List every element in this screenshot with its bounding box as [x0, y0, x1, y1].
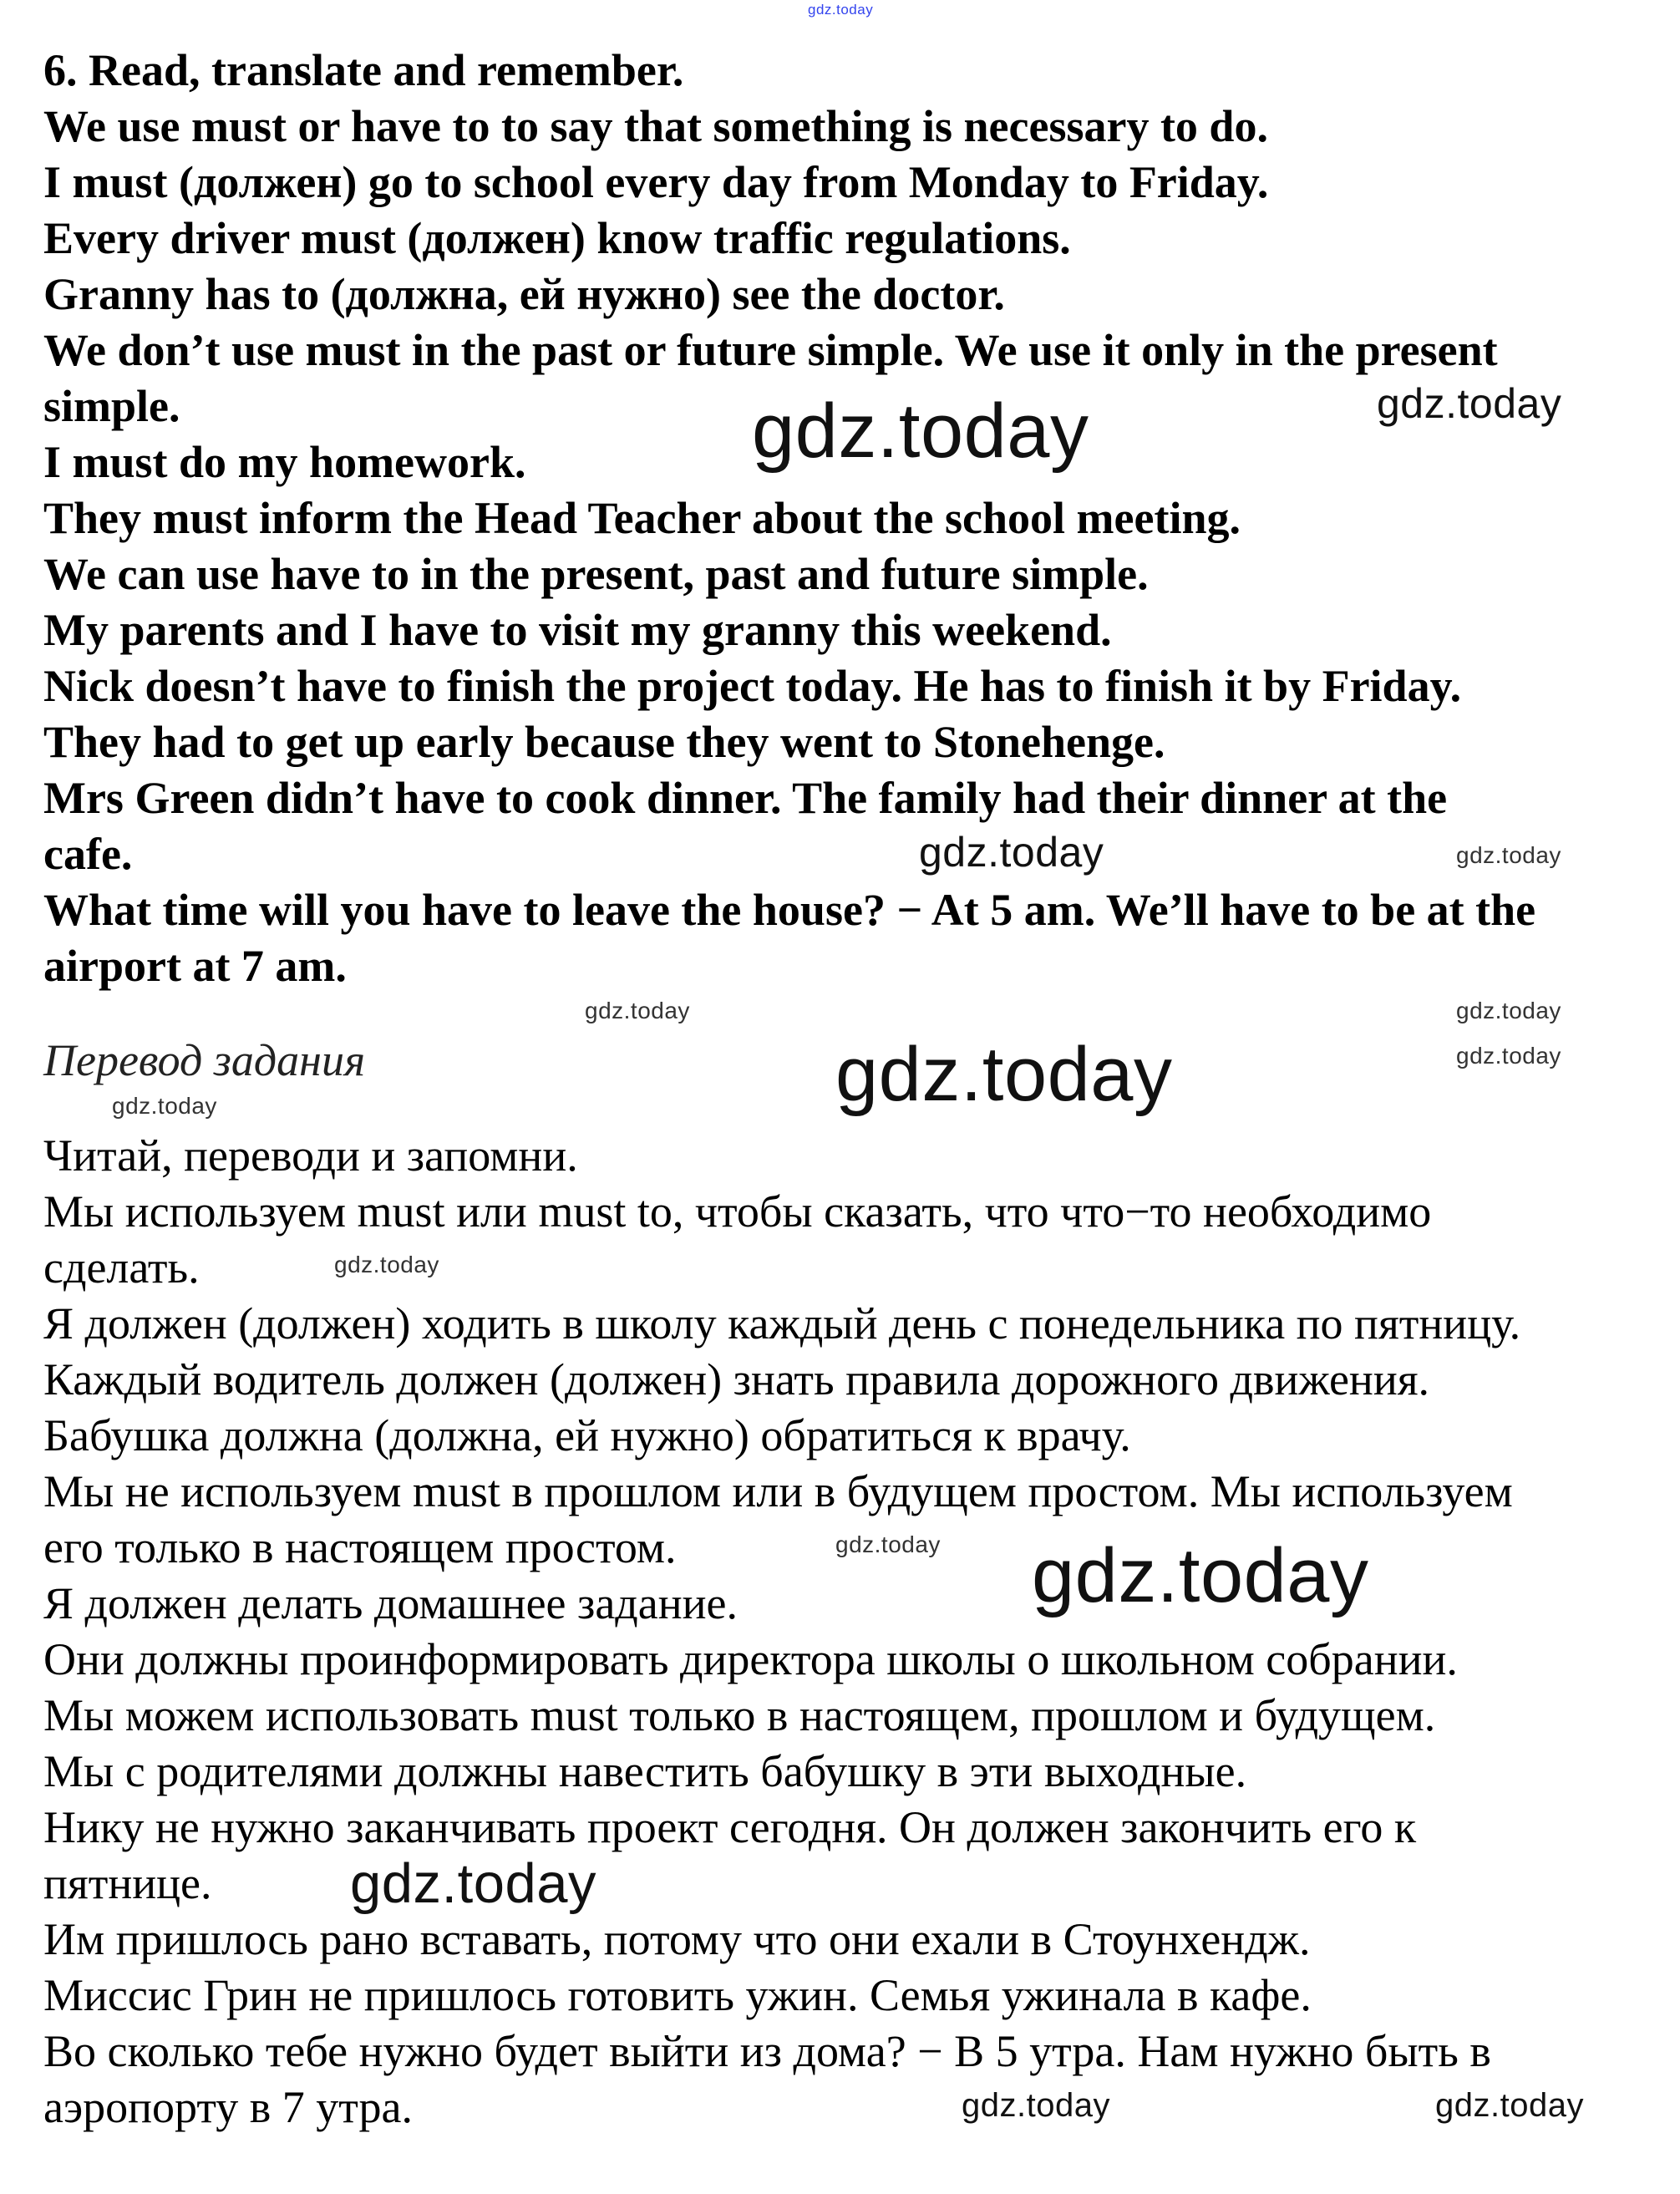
- text-line: Nick doesn’t have to finish the project today. He has to finish it by Friday.: [43, 661, 1462, 711]
- translation-text: [43, 1128, 1520, 2136]
- text-line: аэропорту в 7 утра.: [43, 2082, 413, 2132]
- text-line: Мы можем использовать must только в настоящем, прошлом и будущем.: [43, 1690, 1436, 1740]
- translation-heading: Перевод задания: [43, 1035, 366, 1085]
- text-line: Читай, переводи и запомни.: [43, 1130, 578, 1181]
- text-line: Каждый водитель должен (должен) знать правила дорожного движения.: [43, 1354, 1430, 1404]
- text-line: сделать.: [43, 1242, 200, 1293]
- watermark: gdz.today: [752, 389, 1089, 474]
- text-line: Во сколько тебе нужно будет выйти из дома? − В 5 утра. Нам нужно быть в: [43, 2026, 1491, 2076]
- text-line: simple.: [43, 381, 180, 431]
- text-line: Мы не используем must в прошлом или в будущем простом. Мы используем: [43, 1466, 1513, 1516]
- text-line: I must (должен) go to school every day from Monday to Friday.: [43, 157, 1269, 207]
- text-line: Я должен делать домашнее задание.: [43, 1578, 738, 1628]
- text-line: 6. Read, translate and remember.: [43, 45, 684, 95]
- text-line: My parents and I have to visit my granny this weekend.: [43, 605, 1112, 655]
- text-line: Мы используем must или must to, чтобы сказать, что что−то необходимо: [43, 1186, 1432, 1237]
- watermark: gdz.today: [962, 2087, 1110, 2124]
- text-line: Мы с родителями должны навестить бабушку в эти выходные.: [43, 1746, 1247, 1796]
- text-line: We use must or have to to say that something is necessary to do.: [43, 101, 1268, 151]
- text-line: airport at 7 am.: [43, 941, 347, 991]
- watermark: gdz.today: [835, 1032, 1173, 1117]
- watermark: gdz.today: [835, 1531, 941, 1557]
- exercise-text: [43, 43, 1535, 994]
- text-line: Every driver must (должен) know traffic regulations.: [43, 213, 1071, 263]
- watermark: gdz.today: [1032, 1533, 1369, 1618]
- text-line: Им пришлось рано вставать, потому что они ехали в Стоунхендж.: [43, 1914, 1311, 1964]
- text-line: They must inform the Head Teacher about the school meeting.: [43, 493, 1241, 543]
- watermark: gdz.today: [1377, 380, 1562, 427]
- text-line: Они должны проинформировать директора школы о школьном собрании.: [43, 1634, 1458, 1684]
- text-line: Миссис Грин не пришлось готовить ужин. Семья ужинала в кафе.: [43, 1970, 1312, 2020]
- text-line: Mrs Green didn’t have to cook dinner. The family had their dinner at the: [43, 773, 1448, 823]
- text-line: What time will you have to leave the house? − At 5 am. We’ll have to be at the: [43, 885, 1536, 935]
- watermark: gdz.today: [1435, 2087, 1584, 2124]
- watermark: gdz.today: [1456, 1043, 1561, 1069]
- text-line: его только в настоящем простом.: [43, 1522, 677, 1572]
- text-line: cafe.: [43, 829, 133, 879]
- text-line: Я должен (должен) ходить в школу каждый день с понедельника по пятницу.: [43, 1298, 1521, 1348]
- text-line: They had to get up early because they went to Stonehenge.: [43, 717, 1165, 767]
- text-line: Granny has to (должна, ей нужно) see the doctor.: [43, 269, 1005, 319]
- text-line: We don’t use must in the past or future simple. We use it only in the present: [43, 325, 1498, 375]
- text-line: пятнице.: [43, 1858, 212, 1908]
- watermark: gdz.today: [350, 1852, 597, 1915]
- text-line: We can use have to in the present, past and future simple.: [43, 549, 1149, 599]
- text-line: I must do my homework.: [43, 437, 526, 487]
- watermark: gdz.today: [1456, 998, 1561, 1023]
- text-line: Бабушка должна (должна, ей нужно) обратиться к врачу.: [43, 1410, 1131, 1460]
- watermark: gdz.today: [1456, 842, 1561, 868]
- watermark: gdz.today: [919, 829, 1104, 876]
- text-line: Нику не нужно заканчивать проект сегодня. Он должен закончить его к: [43, 1802, 1417, 1852]
- watermark: gdz.today: [112, 1093, 217, 1119]
- watermark: gdz.today: [585, 998, 690, 1023]
- watermark-top: gdz.today: [808, 2, 874, 18]
- watermark: gdz.today: [334, 1252, 439, 1277]
